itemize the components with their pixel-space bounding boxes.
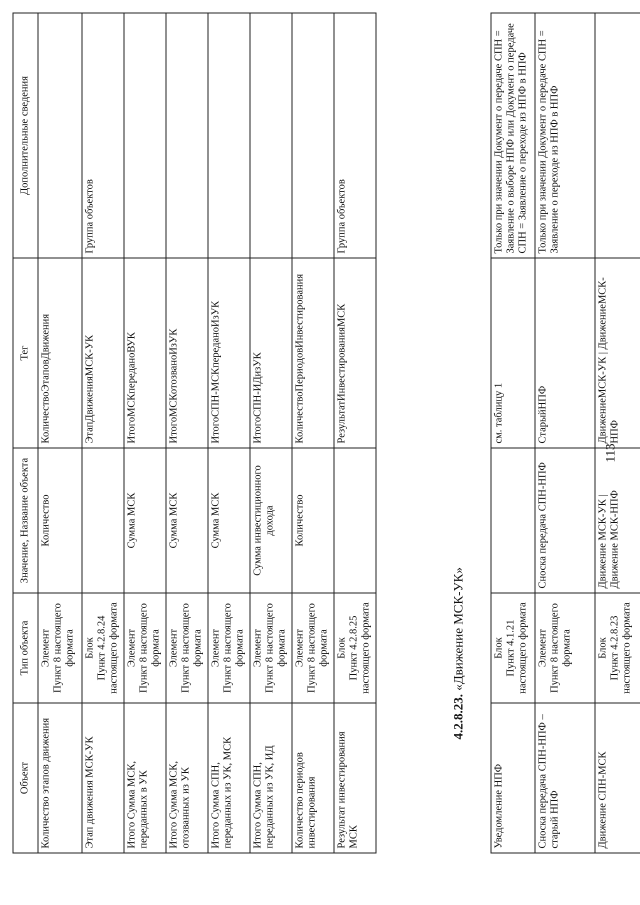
table-cell: Группа объектов (334, 13, 376, 258)
table-row (491, 13, 535, 853)
upper-table (490, 12, 640, 853)
table-cell: Только при значении Документ о передаче СПН = Заявление о выборе НПФ или Документ о передаче СПН = Заявление о переходе из НПФ в НПФ (491, 13, 535, 258)
table-row (535, 13, 595, 853)
table-cell: КоличествоЭтаповДвижения (38, 258, 82, 448)
lower-table-body (38, 13, 376, 853)
table-cell (82, 448, 124, 593)
table-cell: Итого Сумма СПН, переданных из УК, МСК (208, 703, 250, 853)
table-cell (250, 13, 292, 258)
table-cell: ИтогоМСКотозваноИзУК (166, 258, 208, 448)
table-cell: Группа объектов (82, 13, 124, 258)
table-cell: Итого Сумма СПН, переданных из УК, ИД (250, 703, 292, 853)
column-header: Значение, Название объекта (13, 448, 38, 593)
table-cell: ИтогоСПН-ИДизУК (250, 258, 292, 448)
table-cell (38, 13, 82, 258)
table-cell: Количество периодов инвестирования (292, 703, 334, 853)
section-heading (450, 567, 466, 739)
table-cell (166, 13, 208, 258)
column-header: Объект (13, 703, 38, 853)
table-cell (292, 13, 334, 258)
table-cell: Результат инвестирования МСК (334, 703, 376, 853)
table-cell: ДвижениеМСК-УК | ДвижениеМСК-НПФ (595, 258, 640, 448)
table-cell: СтарыйНПФ (535, 258, 595, 448)
table-row (250, 13, 292, 853)
lower-table-header-row (13, 13, 38, 853)
table-row (82, 13, 124, 853)
table-cell: Элемент Пункт 8 настоящего формата (535, 593, 595, 703)
table-cell: Только при значении Документ о передаче СПН = Заявление о переходе из НПФ в НПФ (535, 13, 595, 258)
table-cell: ИтогоМСКпереданоВУК (124, 258, 166, 448)
table-cell: Уведомление НПФ (491, 703, 535, 853)
table-cell: Итого Сумма МСК, переданных в УК (124, 703, 166, 853)
table-row (38, 13, 82, 853)
table-cell: Блок Пункт 4.2.8.24 настоящего формата (82, 593, 124, 703)
table-cell: Сумма МСК (166, 448, 208, 593)
table-cell: ИтогоСПН-МСКпереданоИзУК (208, 258, 250, 448)
table-row (166, 13, 208, 853)
column-header: Тип объекта (13, 593, 38, 703)
table-row (595, 13, 640, 853)
table-cell (491, 448, 535, 593)
table-cell: Элемент Пункт 8 настоящего формата (292, 593, 334, 703)
column-header: Дополнительные сведения (13, 13, 38, 258)
page-number: 113 (602, 442, 617, 463)
upper-table-body (491, 13, 640, 853)
table-cell: РезультатИнвестированияМСК (334, 258, 376, 448)
table-cell: Количество этапов движения (38, 703, 82, 853)
table-row (124, 13, 166, 853)
table-cell: Блок Пункт 4.2.8.25 настоящего формата (334, 593, 376, 703)
table-cell: Блок Пункт 4.1.21 настоящего формата (491, 593, 535, 703)
table-cell: Движение МСК-УК | Движение МСК-НПФ (595, 448, 640, 593)
table-row (208, 13, 250, 853)
table-cell (208, 13, 250, 258)
section-number: 4.2.8.23. (450, 693, 465, 739)
table-cell: Элемент Пункт 8 настоящего формата (208, 593, 250, 703)
table-row (292, 13, 334, 853)
table-cell: Элемент Пункт 8 настоящего формата (38, 593, 82, 703)
table-cell: Количество (292, 448, 334, 593)
lower-table (12, 12, 376, 853)
table-cell: Блок Пункт 4.2.8.23 настоящего формата (595, 593, 640, 703)
table-cell: Элемент Пункт 8 настоящего формата (166, 593, 208, 703)
table-cell (595, 13, 640, 258)
table-cell (334, 448, 376, 593)
table-cell: Элемент Пункт 8 настоящего формата (250, 593, 292, 703)
table-cell: ЭтапДвиженияМСК-УК (82, 258, 124, 448)
table-cell: Движение СПН-МСК (595, 703, 640, 853)
table-cell: Сумма МСК (124, 448, 166, 593)
table-cell: КоличествоПериодовИнвестирования (292, 258, 334, 448)
table-cell: см. таблицу 1 (491, 258, 535, 448)
table-cell: Сумма инвестиционного дохода (250, 448, 292, 593)
table-cell: Итого Сумма МСК, отозванных из УК (166, 703, 208, 853)
table-row (334, 13, 376, 853)
table-cell: Этап движения МСК-УК (82, 703, 124, 853)
table-cell: Количество (38, 448, 82, 593)
table-cell: Сноска передача СПН-НПФ (535, 448, 595, 593)
table-cell: Сумма МСК (208, 448, 250, 593)
column-header: Тег (13, 258, 38, 448)
table-cell: Сноска передача СПН-НПФ – старый НПФ (535, 703, 595, 853)
section-title: «Движение МСК-УК» (450, 566, 465, 691)
table-cell: Элемент Пункт 8 настоящего формата (124, 593, 166, 703)
table-cell (124, 13, 166, 258)
